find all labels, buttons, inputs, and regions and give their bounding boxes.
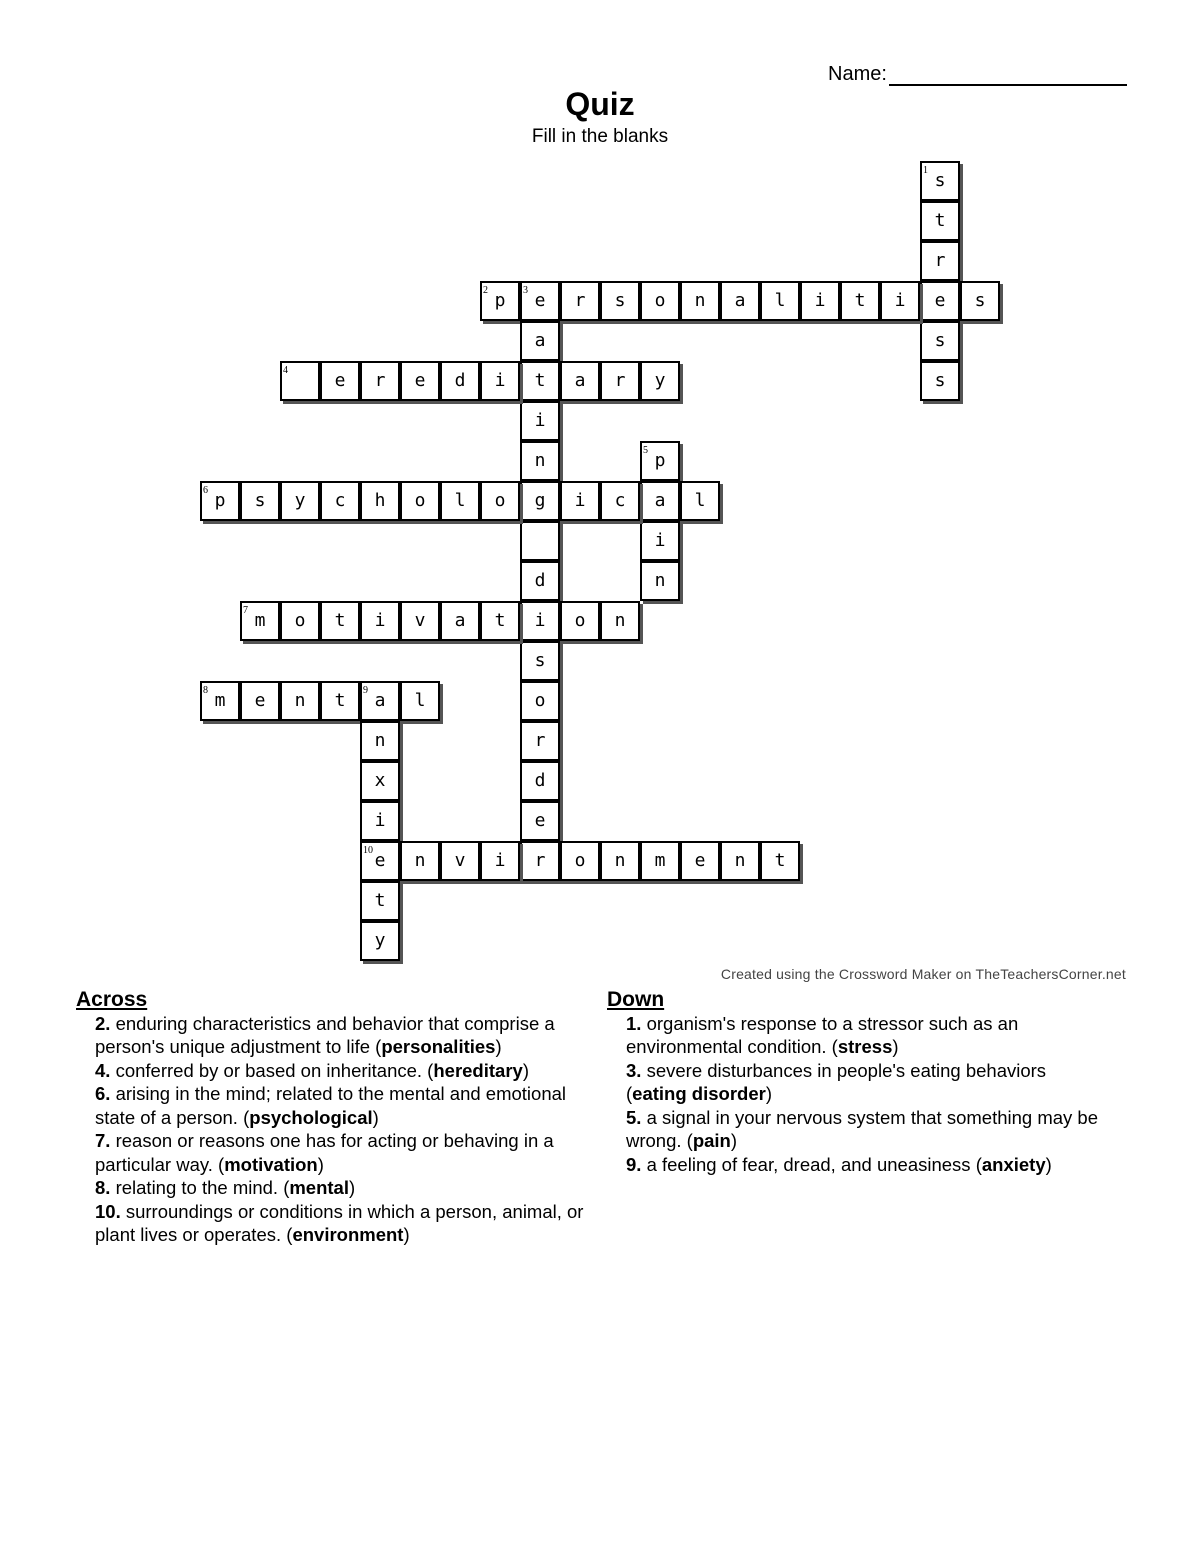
grid-cell [440, 841, 480, 881]
down-clues [607, 988, 1107, 1176]
grid-cell [520, 601, 560, 641]
grid-cell [520, 801, 560, 841]
grid-cell [760, 841, 800, 881]
grid-cell [880, 281, 920, 321]
cell-letter: g [534, 490, 546, 511]
across-heading: Across [76, 988, 148, 1011]
clue-text: relating to the mind. ( [110, 1177, 290, 1198]
clue-end: ) [730, 1130, 738, 1151]
clue-answer: environment [292, 1224, 404, 1245]
grid-cell [320, 601, 360, 641]
grid-cell [400, 841, 440, 881]
cell-letter: a [654, 490, 666, 511]
grid-cell [440, 481, 480, 521]
grid-cell [640, 281, 680, 321]
cell-letter: n [414, 850, 426, 871]
clue-text: enduring characteristics and behavior that comprise a person's unique adjustment to life ( [95, 1012, 555, 1057]
grid-cell [280, 481, 320, 521]
cell-letter: n [614, 850, 626, 871]
grid-cell [280, 361, 320, 401]
grid-cell [680, 841, 720, 881]
grid-cell [240, 481, 280, 521]
across-clue [95, 1200, 598, 1247]
grid-cell [520, 321, 560, 361]
clue-answer: mental [289, 1177, 349, 1198]
cell-letter: i [534, 610, 546, 631]
grid-cell [520, 761, 560, 801]
cell-letter: o [534, 690, 546, 711]
clue-number: 1 [923, 165, 928, 176]
down-heading: Down [607, 988, 665, 1011]
clue-num: 9. [626, 1153, 642, 1175]
grid-cell [920, 241, 960, 281]
cell-letter: p [654, 450, 666, 471]
clue-text: severe disturbances in people's eating behaviors ( [626, 1059, 1047, 1104]
across-clue-list [76, 1012, 598, 1247]
clue-number: 4 [283, 365, 288, 376]
cell-letter: o [574, 610, 586, 631]
clue-number: 6 [203, 485, 208, 496]
grid-cell [400, 361, 440, 401]
across-clue [95, 1129, 598, 1176]
clue-end: ) [317, 1153, 324, 1175]
grid-cell [520, 481, 560, 521]
clue-answer: pain [692, 1130, 731, 1151]
clue-num: 7. [95, 1130, 111, 1151]
cell-letter: l [454, 490, 466, 511]
cell-letter: r [614, 370, 626, 391]
clue-number: 9 [363, 685, 368, 696]
cell-letter: t [774, 850, 786, 871]
grid-cell [520, 441, 560, 481]
cell-letter: n [374, 730, 386, 751]
cell-letter: h [374, 490, 386, 511]
clue-text: reason or reasons one has for acting or behaving in a particular way. ( [95, 1130, 554, 1175]
grid-cell [400, 681, 440, 721]
clue-end: ) [349, 1177, 356, 1198]
grid-cell [920, 201, 960, 241]
cell-letter: t [534, 370, 546, 391]
cell-letter: e [534, 290, 546, 311]
grid-cell [360, 921, 400, 961]
cell-letter: s [254, 490, 266, 511]
grid-cell [560, 361, 600, 401]
grid-cell [320, 481, 360, 521]
name-label: Name: [828, 63, 887, 85]
grid-cell [920, 361, 960, 401]
grid-cell [280, 601, 320, 641]
grid-cell [480, 481, 520, 521]
cell-letter: t [334, 690, 346, 711]
cell-letter: n [654, 570, 666, 591]
grid-cell [920, 281, 960, 321]
grid-cell [360, 761, 400, 801]
grid-cell [520, 361, 560, 401]
across-clue [95, 1176, 598, 1200]
grid-cell [960, 281, 1000, 321]
clue-end: ) [892, 1036, 899, 1057]
grid-cell [640, 441, 680, 481]
grid-cell [600, 601, 640, 641]
grid-cell [560, 601, 600, 641]
clue-num: 3. [626, 1059, 642, 1081]
grid-cell [760, 281, 800, 321]
clue-answer: hereditary [433, 1059, 523, 1081]
grid-cell [520, 401, 560, 441]
cell-letter: e [934, 290, 946, 311]
cell-letter: l [414, 690, 426, 711]
clue-answer: eating disorder [632, 1083, 766, 1104]
cell-letter: c [334, 490, 346, 511]
across-clue [95, 1059, 598, 1083]
grid-cell [400, 481, 440, 521]
cell-letter: y [654, 370, 666, 391]
cell-letter: o [494, 490, 506, 511]
grid-cell [920, 161, 960, 201]
cell-letter: l [774, 290, 786, 311]
cell-letter: i [534, 410, 546, 431]
grid-cell [360, 601, 400, 641]
grid-cell [360, 881, 400, 921]
down-clue [626, 1153, 1107, 1177]
clue-end: ) [403, 1224, 410, 1245]
cell-letter: e [694, 850, 706, 871]
clue-text: surroundings or conditions in which a person, animal, or plant lives or operates. ( [95, 1200, 584, 1245]
clue-num: 4. [95, 1059, 111, 1081]
down-clue [626, 1106, 1107, 1153]
cell-letter: s [934, 330, 946, 351]
cell-letter: i [374, 810, 386, 831]
grid-cell [480, 361, 520, 401]
cell-letter: r [574, 290, 586, 311]
grid-cell [400, 601, 440, 641]
cell-letter: a [734, 290, 746, 311]
clue-end: ) [1045, 1153, 1052, 1175]
cell-letter: o [294, 610, 306, 631]
cell-letter: t [334, 610, 346, 631]
cell-letter: i [894, 290, 906, 311]
cell-letter: d [534, 570, 546, 591]
clue-num: 1. [626, 1012, 642, 1034]
clue-answer: personalities [381, 1036, 496, 1057]
grid-cell [520, 561, 560, 601]
clue-num: 2. [95, 1012, 111, 1034]
cell-letter: o [574, 850, 586, 871]
clue-answer: anxiety [981, 1153, 1046, 1175]
grid-cell [560, 481, 600, 521]
grid-cell [440, 601, 480, 641]
grid-cell [520, 641, 560, 681]
cell-letter: i [374, 610, 386, 631]
cell-letter: e [374, 850, 386, 871]
across-clue [95, 1082, 598, 1129]
cell-letter: t [854, 290, 866, 311]
grid-cell [680, 481, 720, 521]
grid-cell [320, 681, 360, 721]
cell-letter: a [574, 370, 586, 391]
clue-answer: psychological [249, 1106, 373, 1128]
clue-answer: motivation [224, 1153, 318, 1175]
cell-letter: s [974, 290, 986, 311]
cell-letter: e [534, 810, 546, 831]
grid-cell [480, 281, 520, 321]
page-title: Quiz [565, 86, 635, 122]
clue-end: ) [372, 1106, 379, 1128]
cell-letter: n [734, 850, 746, 871]
cell-letter: e [254, 690, 266, 711]
cell-letter: n [614, 610, 626, 631]
cell-letter: i [494, 850, 506, 871]
cell-letter: e [334, 370, 346, 391]
grid-cell [520, 521, 560, 561]
grid-cell [280, 681, 320, 721]
grid-cell [240, 681, 280, 721]
cell-letter: t [374, 890, 386, 911]
cell-letter: d [454, 370, 466, 391]
cell-letter: t [494, 610, 506, 631]
grid-cell [720, 841, 760, 881]
cell-letter: s [934, 370, 946, 391]
clue-text: a signal in your nervous system that something may be wrong. ( [626, 1106, 1098, 1151]
clue-number: 10 [363, 845, 373, 856]
grid-cell [200, 681, 240, 721]
cell-letter: d [534, 770, 546, 791]
grid-cell [520, 681, 560, 721]
cell-letter: r [534, 730, 546, 751]
cell-letter: y [294, 490, 306, 511]
cell-letter: p [214, 490, 226, 511]
grid-cell [600, 281, 640, 321]
clue-num: 10. [95, 1200, 121, 1222]
grid-cell [360, 361, 400, 401]
grid-cell [640, 561, 680, 601]
clue-number: 7 [243, 605, 248, 616]
grid-cell [720, 281, 760, 321]
cell-letter: n [694, 290, 706, 311]
down-clue [626, 1059, 1107, 1106]
grid-cell [600, 481, 640, 521]
clue-end: ) [765, 1083, 772, 1104]
grid-cell [440, 361, 480, 401]
clue-text: organism's response to a stressor such as an environmental condition. ( [626, 1012, 1019, 1057]
grid-cell [640, 521, 680, 561]
clue-answer: stress [837, 1036, 893, 1057]
cell-letter: x [374, 770, 386, 791]
cell-letter: r [534, 850, 546, 871]
grid-cell [640, 481, 680, 521]
cell-letter: y [374, 930, 386, 951]
cell-letter: o [414, 490, 426, 511]
credit-line: Created using the Crossword Maker on TheTeachersCorner.net [720, 966, 1126, 982]
grid-cell [360, 481, 400, 521]
cell-letter: a [374, 690, 386, 711]
cell-letter: c [614, 490, 626, 511]
grid-cell [480, 601, 520, 641]
grid-cell [360, 721, 400, 761]
cell-letter: o [654, 290, 666, 311]
cell-letter: a [454, 610, 466, 631]
cell-letter: i [574, 490, 586, 511]
grid-cell [360, 681, 400, 721]
grid-cell [680, 281, 720, 321]
cell-letter: a [534, 330, 546, 351]
cell-letter: s [614, 290, 626, 311]
across-clue [95, 1012, 598, 1059]
cell-letter: r [374, 370, 386, 391]
grid-cell [600, 361, 640, 401]
cell-letter: s [934, 170, 946, 191]
down-clue-list [607, 1012, 1107, 1177]
cell-letter: i [494, 370, 506, 391]
clue-num: 5. [626, 1106, 642, 1128]
cell-letter: n [534, 450, 546, 471]
down-clue [626, 1012, 1107, 1059]
clue-num: 6. [95, 1083, 111, 1104]
cell-letter: m [254, 610, 266, 631]
grid-cell [520, 721, 560, 761]
cell-letter: s [534, 650, 546, 671]
cell-letter: v [414, 610, 426, 631]
grid-cell [640, 361, 680, 401]
cell-letter: v [454, 850, 466, 871]
grid-cell [600, 841, 640, 881]
grid-cell [640, 841, 680, 881]
grid-cell [200, 481, 240, 521]
clue-end: ) [522, 1059, 529, 1081]
clue-num: 8. [95, 1177, 111, 1198]
grid-cell [840, 281, 880, 321]
cell-letter: i [814, 290, 826, 311]
page-subtitle: Fill in the blanks [531, 126, 669, 147]
grid-cell [480, 841, 520, 881]
cell-letter: n [294, 690, 306, 711]
grid-cell [800, 281, 840, 321]
cell-letter: l [694, 490, 706, 511]
clue-number: 3 [523, 285, 528, 296]
grid-cell [320, 361, 360, 401]
cell-letter: r [934, 250, 946, 271]
cell-letter: e [414, 370, 426, 391]
cell-letter: i [654, 530, 666, 551]
cell-letter: m [654, 850, 666, 871]
clue-text: a feeling of fear, dread, and uneasiness ( [641, 1153, 982, 1175]
grid-cell [560, 281, 600, 321]
clue-text: conferred by or based on inheritance. ( [110, 1059, 434, 1081]
clue-number: 2 [483, 285, 488, 296]
grid-cell [240, 601, 280, 641]
clue-end: ) [495, 1036, 502, 1057]
grid-cell [520, 841, 560, 881]
cell-letter: m [214, 690, 226, 711]
across-clues [76, 988, 598, 1247]
clue-number: 8 [203, 685, 208, 696]
cell-letter: p [494, 290, 506, 311]
grid-cell [360, 841, 400, 881]
grid-cell [920, 321, 960, 361]
grid-cell [560, 841, 600, 881]
cell-letter: t [934, 210, 946, 231]
grid-cell [520, 281, 560, 321]
clue-text: arising in the mind; related to the mental and emotional state of a person. ( [95, 1083, 567, 1128]
clue-number: 5 [643, 445, 648, 456]
